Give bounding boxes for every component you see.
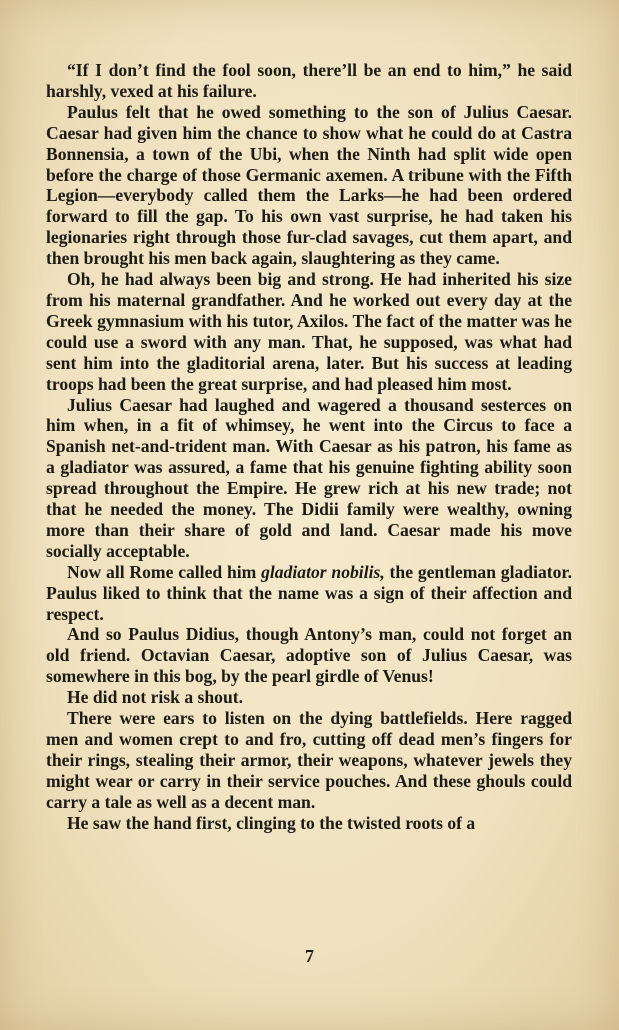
page-number: 7 bbox=[305, 946, 314, 966]
paragraph-text: Now all Rome called him bbox=[67, 561, 262, 582]
paragraph-text: the gentleman gladiator. Paulus liked to think that the name was a sign of their affection and respect. bbox=[46, 561, 573, 624]
paragraph bbox=[46, 562, 572, 625]
paragraph: He did not risk a shout. bbox=[67, 687, 243, 708]
paragraph: “If I don’t find the fool soon, there’ll be an end to him,” he said harshly, vexed at his failure. bbox=[46, 60, 572, 101]
paragraph: There were ears to listen on the dying battlefields. Here ragged men and women crept to and fro, cutting off dead men’s fingers for their rings, stealing their armor, their weapons, whatever jewels they might wear or carry in their service pouches. And these ghouls could carry a tale as well as a decent man. bbox=[46, 708, 572, 812]
paragraph: Julius Caesar had laughed and wagered a thousand sesterces on him when, in a fit of whimsey, he went into the Circus to face a Spanish net-and-trident man. With Caesar as his patron, his fame as a gladiator was assured, a fame that his genuine fighting ability soon spread throughout the Empire. He grew rich at his new trade; not that he needed the money. The Didii family were wealthy, owning more than their share of gold and land. Caesar made his move socially acceptable. bbox=[46, 394, 572, 561]
paragraph: Paulus felt that he owed something to the son of Julius Caesar. Caesar had given him the chance to show what he could do at Castra Bonnensia, a town of the Ubi, when the Ninth had split wide open before the charge of those Germanic axemen. A tribune with the Fifth Legion—everybody called them the Larks—he had been ordered forward to fill the gap. To his own vast surprise, he had taken his legionaries right through those fur-clad savages, cut them apart, and then brought his men back again, slaughtering as they came. bbox=[46, 101, 572, 269]
paragraph: He saw the hand first, clinging to the twisted roots of a bbox=[67, 812, 476, 833]
italic-phrase: gladiator nobilis, bbox=[261, 561, 385, 582]
paragraph: And so Paulus Didius, though Antony’s man, could not forget an old friend. Octavian Caesar, adoptive son of Julius Caesar, was somewhere in this bog, by the pearl girdle of Venus! bbox=[46, 624, 572, 687]
paragraph: Oh, he had always been big and strong. He had inherited his size from his maternal grandfather. And he worked out every day at the Greek gymnasium with his tutor, Axilos. The fact of the matter was he could use a sword with any man. That, he supposed, was what had sent him into the gladitorial arena, later. But his success at leading troops had been the great surprise, and had pleased him most. bbox=[46, 269, 572, 394]
body-text bbox=[46, 60, 572, 834]
